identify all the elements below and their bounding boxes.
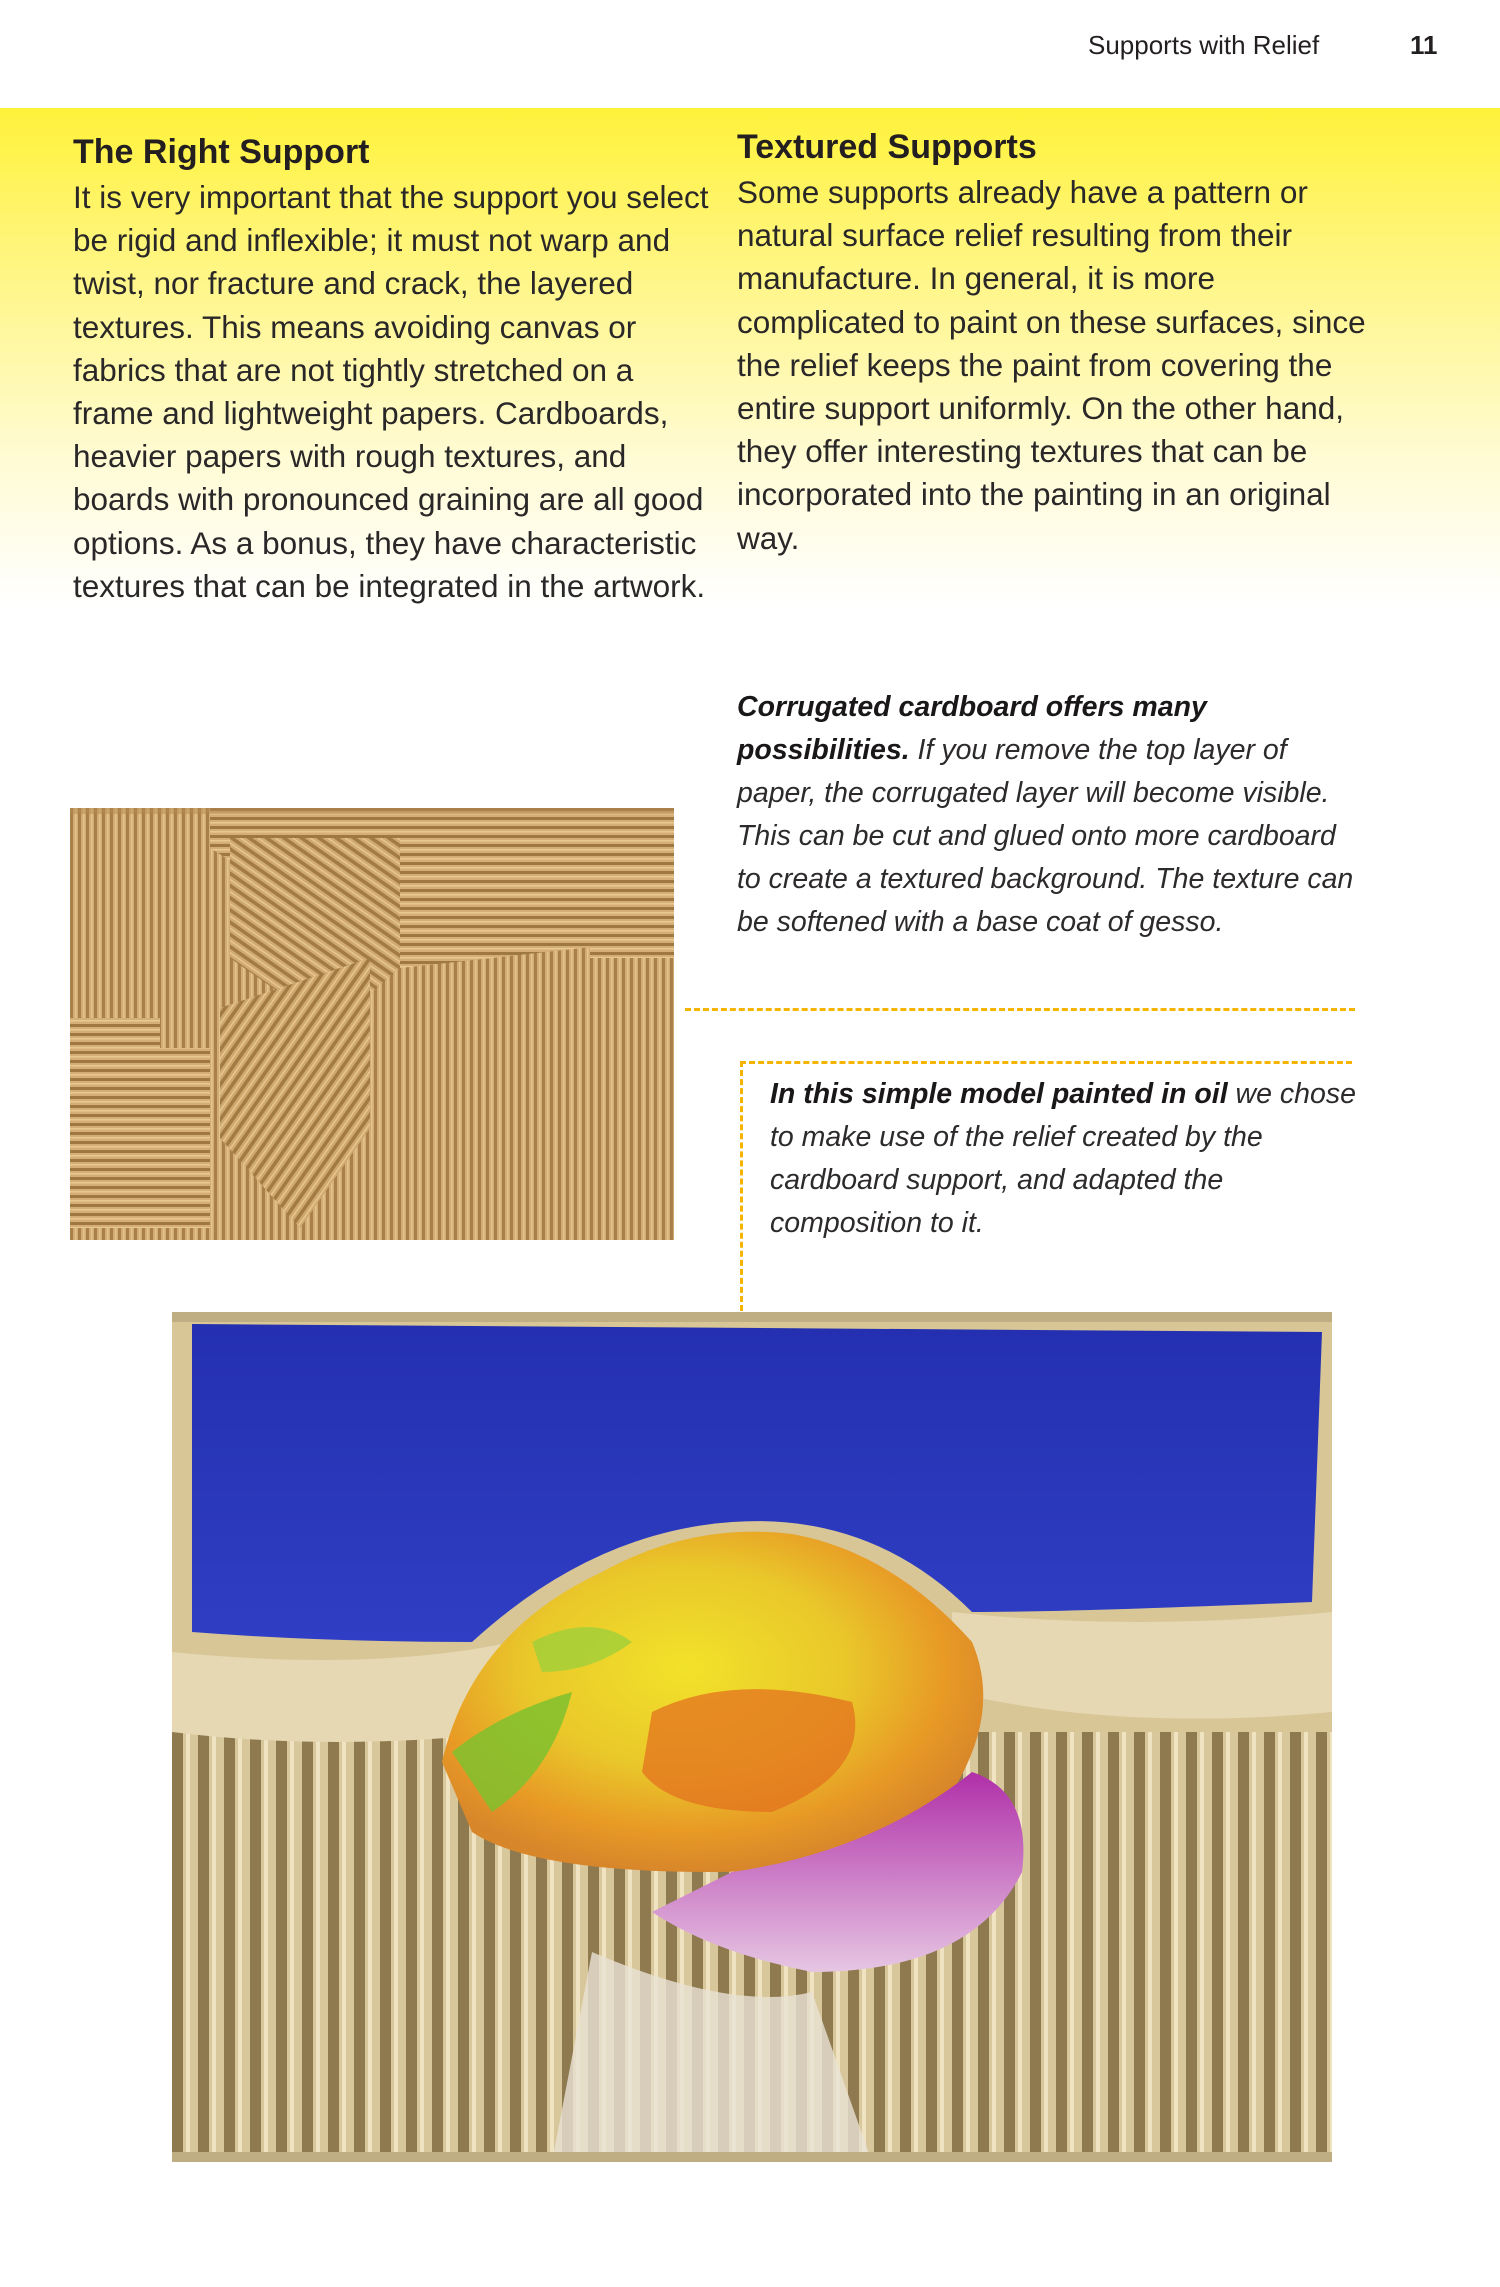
section-heading-textured-supports: Textured Supports [737,128,1037,166]
cardboard-caption [737,686,1357,944]
painting-caption-lead: In this simple model painted in oil [770,1078,1228,1110]
section-body-right-support: It is very important that the support you select be rigid and inflexible; it must not warp and twist, nor fracture and crack, the layered textures. This means avoiding canvas or fabrics that are not tightly stretched on a frame and lightweight papers. Cardboards, heavier papers with rough textures, and boards with pronounced graining are all good options. As a bonus, they have characteristic textures that can be integrated in the artwork. [73,179,709,604]
painting-caption-text: we chose to make use of the relief created by the cardboard support, and adapted the composition to it. [770,1078,1356,1239]
dashed-connector-vertical [740,1061,743,1311]
running-head: Supports with Relief [1088,30,1320,60]
corrugated-cardboard-photo [70,808,674,1240]
section-body-textured-supports: Some supports already have a pattern or natural surface relief resulting from their manufacture. In general, it is more complicated to paint on these surfaces, since the relief keeps the paint from covering the entire support uniformly. On the other hand, they offer interesting textures that can be incorporated into the painting in an original way. [737,174,1366,556]
cardboard-caption-text: If you remove the top layer of paper, the corrugated layer will become visible. This can be cut and glued onto more cardboard to create a textured background. The texture can be softened with a base coat of gesso. [737,734,1354,938]
oil-painting-on-cardboard [172,1312,1332,2162]
left-column [73,132,713,608]
painting-caption [770,1073,1370,1245]
page-number: 11 [1410,30,1438,60]
dashed-divider-caption [740,1061,1352,1064]
right-column [737,127,1377,560]
section-heading-right-support: The Right Support [73,133,370,171]
cardboard-caption-lead: Corrugated cardboard offers many possibilities. [737,691,1207,766]
dashed-divider-top [685,1008,1355,1011]
